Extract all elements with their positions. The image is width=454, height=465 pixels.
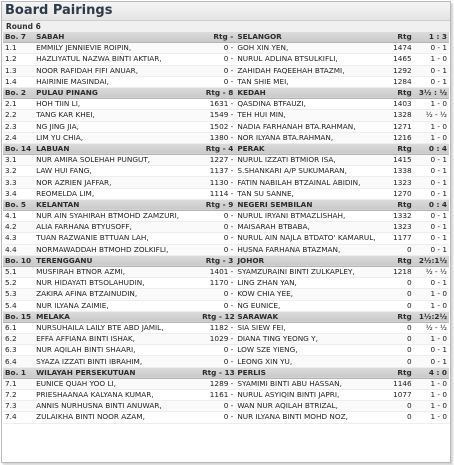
game-result: 0 - 1 — [414, 211, 449, 222]
match-result: 0 : 4 — [414, 199, 449, 210]
game-number: 5.1 — [3, 266, 34, 277]
black-player-rating: 1332 — [387, 211, 414, 222]
game-row — [3, 121, 449, 132]
game-number: 4.2 — [3, 222, 34, 233]
game-number: 4.4 — [3, 244, 34, 255]
team-black: KEDAH — [235, 87, 386, 98]
game-row — [3, 110, 449, 121]
game-result: 0 - 1 — [414, 278, 449, 289]
game-result: 1 - 0 — [414, 401, 449, 412]
panel-title: Board Pairings — [2, 2, 450, 21]
black-player: WAN NUR AQILAH BTRIZAL, — [235, 401, 386, 412]
game-row — [3, 166, 449, 177]
white-player-rating: 0 - — [200, 300, 235, 311]
white-player-rating: 1114 - — [200, 188, 235, 199]
white-player: TUAN RAZWANIE BTTUAN LAH, — [34, 233, 200, 244]
black-player: TAN SHIE MEI, — [235, 76, 386, 87]
game-row — [3, 334, 449, 345]
black-player-rating: 1284 — [387, 76, 414, 87]
white-player: SYAZA IZZATI BINTI IBRAHIM, — [34, 356, 200, 367]
match-header-row — [3, 367, 449, 378]
black-player-rating: 1323 — [387, 177, 414, 188]
game-result: ½ - ½ — [414, 322, 449, 333]
game-result: ½ - ½ — [414, 266, 449, 277]
game-number: 1.1 — [3, 43, 34, 54]
black-player-rating: 1415 — [387, 155, 414, 166]
match-result: 1 : 3 — [414, 32, 449, 43]
game-result: ½ - ½ — [414, 110, 449, 121]
white-player-rating: 0 - — [200, 211, 235, 222]
game-result: 0 - 1 — [414, 65, 449, 76]
match-header-row — [3, 87, 449, 98]
black-player: NURUL IZZATI BTMIOR ISA, — [235, 155, 386, 166]
white-player-rating: 0 - — [200, 289, 235, 300]
match-board: Bo. 10 — [3, 255, 34, 266]
black-player-rating: 1338 — [387, 166, 414, 177]
black-player-rating: 0 — [387, 300, 414, 311]
white-player: EFFA AFFIANA BINTI ISHAK, — [34, 334, 200, 345]
black-player-rating: 1292 — [387, 65, 414, 76]
game-result: 1 - 0 — [414, 99, 449, 110]
black-player: NURUL ADLINA BTSULKIFLI, — [235, 54, 386, 65]
game-result: 1 - 0 — [414, 334, 449, 345]
match-result: 3½ : ½ — [414, 87, 449, 98]
game-result: 0 - 1 — [414, 345, 449, 356]
match-header-row — [3, 311, 449, 322]
game-row — [3, 266, 449, 277]
game-result: 0 - 1 — [414, 222, 449, 233]
game-row — [3, 289, 449, 300]
match-result: 0 : 4 — [414, 143, 449, 154]
team-black: JOHOR — [235, 255, 386, 266]
white-player: MUSFIRAH BTNOR AZMI, — [34, 266, 200, 277]
game-row — [3, 54, 449, 65]
match-result: 2½:1½ — [414, 255, 449, 266]
round-label: Round 6 — [2, 21, 450, 32]
game-row — [3, 244, 449, 255]
game-number: 6.3 — [3, 345, 34, 356]
board-pairings-panel — [1, 1, 451, 463]
black-player-rating: 0 — [387, 322, 414, 333]
game-number: 7.4 — [3, 412, 34, 423]
black-player-rating: 1216 — [387, 132, 414, 143]
white-player-rating: 0 - — [200, 233, 235, 244]
team-black: SARAWAK — [235, 311, 386, 322]
team-white-rating: Rtg - 12 — [202, 311, 235, 321]
team-white-rating: Rtg - 13 — [202, 367, 235, 377]
game-result: 1 - 0 — [414, 412, 449, 423]
black-player-rating: 1465 — [387, 54, 414, 65]
game-result: 0 - 1 — [414, 233, 449, 244]
white-player: NOR AZRIEN JAFFAR, — [34, 177, 200, 188]
white-player: HAZLIYATUL NAZWA BINTI AKTIAR, — [34, 54, 200, 65]
game-result: 1 - 0 — [414, 289, 449, 300]
game-number: 2.2 — [3, 110, 34, 121]
match-board: Bo. 14 — [3, 143, 34, 154]
white-player: HOH TIIN LI, — [34, 99, 200, 110]
black-player: KOW CHIA YEE, — [235, 289, 386, 300]
team-black: SELANGOR — [235, 32, 386, 43]
game-result: 1 - 0 — [414, 378, 449, 389]
black-player: LING ZHAN YAN, — [235, 278, 386, 289]
black-player: NURUL AIN NAJLA BTDATO' KAMARUL, — [235, 233, 386, 244]
team-black: PERLIS — [235, 367, 386, 378]
black-player-rating: 0 — [387, 401, 414, 412]
game-number: 2.1 — [3, 99, 34, 110]
game-row — [3, 401, 449, 412]
game-result: 1 - 0 — [414, 300, 449, 311]
pairings-table — [3, 32, 449, 424]
white-player-rating: 1380 - — [200, 132, 235, 143]
team-black-rating: Rtg — [387, 367, 414, 378]
black-player: DIANA TING YEONG Y, — [235, 334, 386, 345]
black-player-rating: 0 — [387, 345, 414, 356]
match-board: Bo. 7 — [3, 32, 34, 43]
game-row — [3, 155, 449, 166]
match-board: Bo. 2 — [3, 87, 34, 98]
black-player: SYAMZURAINI BINTI ZULKAPLEY, — [235, 266, 386, 277]
team-white: LABUAN — [34, 143, 200, 154]
game-row — [3, 211, 449, 222]
white-player: NUR ILYANA ZAIMIE, — [34, 300, 200, 311]
game-result: 1 - 0 — [414, 132, 449, 143]
game-number: 2.3 — [3, 121, 34, 132]
black-player-rating: 0 — [387, 244, 414, 255]
game-number: 1.2 — [3, 54, 34, 65]
white-player: NOOR RAFIDAH FIFI ANUAR, — [34, 65, 200, 76]
white-player-rating: 1401 - — [200, 266, 235, 277]
match-board: Bo. 1 — [3, 367, 34, 378]
white-player: NUR AMIRA SOLEHAH PUNGUT, — [34, 155, 200, 166]
black-player: QASDINA BTFAUZI, — [235, 99, 386, 110]
game-number: 5.4 — [3, 300, 34, 311]
team-white: TERENGGANU — [34, 255, 200, 266]
black-player-rating: 0 — [387, 278, 414, 289]
white-player-rating: 0 - — [200, 222, 235, 233]
game-row — [3, 132, 449, 143]
black-player: FATIN NABILAH BTZAINAL ABIDIN, — [235, 177, 386, 188]
white-player-rating: 1631 - — [200, 99, 235, 110]
black-player-rating: 1146 — [387, 378, 414, 389]
game-result: 1 - 0 — [414, 390, 449, 401]
black-player: GOH XIN YEN, — [235, 43, 386, 54]
game-number: 4.3 — [3, 233, 34, 244]
match-header-row — [3, 199, 449, 210]
white-player-rating: 1182 - — [200, 322, 235, 333]
black-player: ZAHIDAH FAQEEHAH BTAZMI, — [235, 65, 386, 76]
team-white-rating: Rtg - — [200, 32, 235, 43]
game-number: 4.1 — [3, 211, 34, 222]
white-player: LAW HUI FANG, — [34, 166, 200, 177]
black-player: NURUL ASYIQIN BINTI JAPRI, — [235, 390, 386, 401]
game-result: 0 - 1 — [414, 155, 449, 166]
game-row — [3, 233, 449, 244]
white-player: NUR HIDAYATI BTSOLAHUDIN, — [34, 278, 200, 289]
game-number: 3.4 — [3, 188, 34, 199]
team-white: KELANTAN — [34, 199, 200, 210]
team-white: MELAKA — [34, 311, 200, 322]
white-player: ZULAIKHA BINTI NOOR AZAM, — [34, 412, 200, 423]
game-number: 6.4 — [3, 356, 34, 367]
game-result: 0 - 1 — [414, 43, 449, 54]
white-player: NORMAWADDAH BTMOHD ZOLKIFLI, — [34, 244, 200, 255]
team-white: WILAYAH PERSEKUTUAN — [34, 367, 200, 378]
black-player-rating: 0 — [387, 412, 414, 423]
black-player: TEH HUI MIN, — [235, 110, 386, 121]
team-white-rating: Rtg - 4 — [200, 143, 235, 154]
black-player: NURUL IRYANI BTMAZLISHAH, — [235, 211, 386, 222]
white-player: EMMILY JENNIEVIE ROIPIN, — [34, 43, 200, 54]
black-player-rating: 1218 — [387, 266, 414, 277]
game-row — [3, 378, 449, 389]
match-header-row — [3, 255, 449, 266]
match-header-row — [3, 32, 449, 43]
game-row — [3, 390, 449, 401]
game-row — [3, 300, 449, 311]
team-black: NEGERI SEMBILAN — [235, 199, 386, 210]
game-result: 1 - 0 — [414, 121, 449, 132]
game-number: 3.3 — [3, 177, 34, 188]
white-player: ZAKIRA AFINA BTZAINUDIN, — [34, 289, 200, 300]
white-player-rating: 0 - — [200, 65, 235, 76]
match-board: Bo. 5 — [3, 199, 34, 210]
white-player-rating: 0 - — [200, 401, 235, 412]
game-result: 0 - 1 — [414, 166, 449, 177]
white-player-rating: 0 - — [200, 43, 235, 54]
white-player: REOMELDA LIM, — [34, 188, 200, 199]
black-player-rating: 1323 — [387, 222, 414, 233]
game-row — [3, 99, 449, 110]
game-row — [3, 412, 449, 423]
team-white-rating: Rtg - 3 — [200, 255, 235, 266]
white-player-rating: 0 - — [200, 345, 235, 356]
black-player: SYAMIMI BINTI ABU HASSAN, — [235, 378, 386, 389]
black-player: HUSNA FARHANA BTAZMAN, — [235, 244, 386, 255]
black-player: LEONG XIN YU, — [235, 356, 386, 367]
black-player: LOW SZE YIENG, — [235, 345, 386, 356]
game-number: 7.1 — [3, 378, 34, 389]
match-result: 4 : 0 — [414, 367, 449, 378]
game-row — [3, 278, 449, 289]
team-black-rating: Rtg — [387, 32, 414, 43]
team-black-rating: Rtg — [387, 87, 414, 98]
white-player: NUR AQILAH BINTI SHAARI, — [34, 345, 200, 356]
white-player: HAIRINIE MASINDAI, — [34, 76, 200, 87]
black-player-rating: 0 — [387, 356, 414, 367]
black-player-rating: 1474 — [387, 43, 414, 54]
game-number: 3.2 — [3, 166, 34, 177]
game-number: 1.3 — [3, 65, 34, 76]
black-player: NG EUNICE, — [235, 300, 386, 311]
white-player-rating: 1502 - — [200, 121, 235, 132]
white-player: ANNIS NURHUSNA BINTI ANUWAR, — [34, 401, 200, 412]
game-result: 0 - 1 — [414, 244, 449, 255]
black-player: MAISARAH BTBABA, — [235, 222, 386, 233]
game-number: 6.1 — [3, 322, 34, 333]
pairings-body — [3, 32, 449, 423]
white-player-rating: 1029 - — [200, 334, 235, 345]
team-black: PERAK — [235, 143, 386, 154]
white-player: NURSUHAILA LAILY BTE ABD JAMIL, — [34, 322, 200, 333]
game-number: 1.4 — [3, 76, 34, 87]
black-player-rating: 1403 — [387, 99, 414, 110]
game-number: 5.2 — [3, 278, 34, 289]
team-black-rating: Rtg — [387, 311, 414, 322]
game-row — [3, 322, 449, 333]
game-row — [3, 43, 449, 54]
team-black-rating: Rtg — [387, 199, 414, 210]
game-result: 0 - 1 — [414, 188, 449, 199]
game-row — [3, 222, 449, 233]
match-board: Bo. 15 — [3, 311, 34, 322]
game-number: 7.3 — [3, 401, 34, 412]
black-player: SIA SIEW FEI, — [235, 322, 386, 333]
game-row — [3, 65, 449, 76]
game-row — [3, 345, 449, 356]
game-row — [3, 188, 449, 199]
white-player-rating: 0 - — [200, 54, 235, 65]
game-row — [3, 76, 449, 87]
white-player-rating: 0 - — [200, 356, 235, 367]
black-player: NOR ILYANA BTA.RAHMAN, — [235, 132, 386, 143]
white-player-rating: 0 - — [200, 244, 235, 255]
white-player-rating: 0 - — [200, 76, 235, 87]
white-player-rating: 0 - — [200, 412, 235, 423]
team-white: SABAH — [34, 32, 200, 43]
game-result: 1 - 0 — [414, 54, 449, 65]
match-result: 1½:2½ — [414, 311, 449, 322]
team-black-rating: Rtg — [387, 143, 414, 154]
white-player: NUR AIN SYAHIRAH BTMOHD ZAMZURI, — [34, 211, 200, 222]
white-player: LIM YU CHIA, — [34, 132, 200, 143]
white-player-rating: 1161 - — [200, 390, 235, 401]
team-white-rating: Rtg - 9 — [200, 199, 235, 210]
black-player-rating: 1270 — [387, 188, 414, 199]
game-number: 3.1 — [3, 155, 34, 166]
game-number: 2.4 — [3, 132, 34, 143]
black-player-rating: 1328 — [387, 110, 414, 121]
game-result: 0 - 1 — [414, 177, 449, 188]
black-player-rating: 0 — [387, 289, 414, 300]
white-player-rating: 1227 - — [200, 155, 235, 166]
team-white-rating: Rtg - 8 — [200, 87, 235, 98]
game-number: 6.2 — [3, 334, 34, 345]
game-number: 7.2 — [3, 390, 34, 401]
white-player-rating: 1170 - — [200, 278, 235, 289]
black-player-rating: 1077 — [387, 390, 414, 401]
black-player: NADIA FARHANAH BTA.RAHMAN, — [235, 121, 386, 132]
white-player-rating: 1289 - — [200, 378, 235, 389]
white-player: EUNICE QUAH YOO LI, — [34, 378, 200, 389]
white-player-rating: 1130 - — [200, 177, 235, 188]
white-player: PRIESHAANAA KALYANA KUMAR, — [34, 390, 200, 401]
game-number: 5.3 — [3, 289, 34, 300]
game-row — [3, 177, 449, 188]
black-player-rating: 0 — [387, 334, 414, 345]
team-black-rating: Rtg — [387, 255, 414, 266]
black-player-rating: 1271 — [387, 121, 414, 132]
black-player: S.SHANKARI A/P SUKUMARAN, — [235, 166, 386, 177]
game-row — [3, 356, 449, 367]
game-result: 0 - 1 — [414, 76, 449, 87]
black-player-rating: 1177 — [387, 233, 414, 244]
team-white: PULAU PINANG — [34, 87, 200, 98]
white-player: ALIA FARHANA BTYUSOFF, — [34, 222, 200, 233]
white-player-rating: 1549 - — [200, 110, 235, 121]
match-header-row — [3, 143, 449, 154]
game-result: 0 - 1 — [414, 356, 449, 367]
black-player: TAN SU SANNE, — [235, 188, 386, 199]
black-player: NUR ILYANA BINTI MOHD NOZ, — [235, 412, 386, 423]
white-player: NG JING JIA, — [34, 121, 200, 132]
white-player-rating: 1137 - — [200, 166, 235, 177]
white-player: TANG KAR KHEI, — [34, 110, 200, 121]
